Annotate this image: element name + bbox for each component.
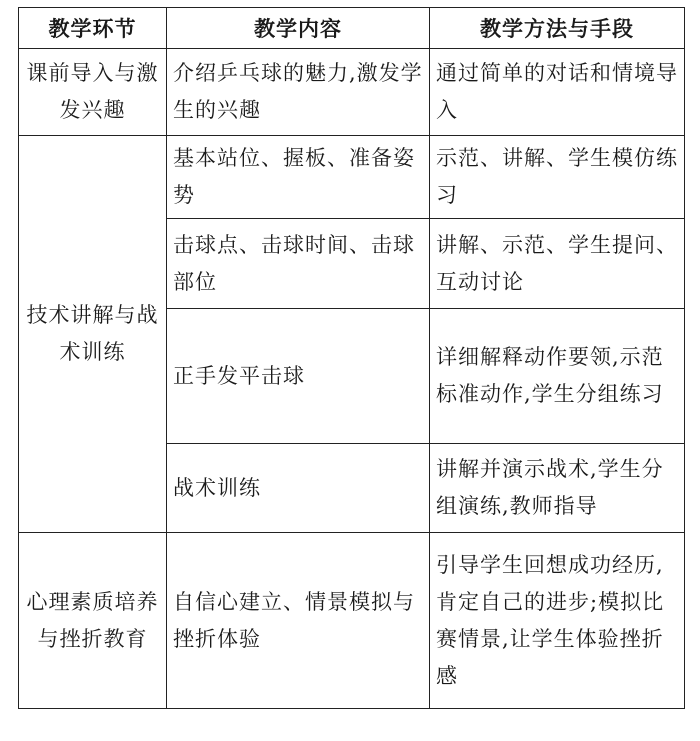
header-content: 教学内容: [167, 8, 430, 49]
method-cell: 讲解并演示战术,学生分组演练,教师指导: [430, 444, 685, 533]
lesson-plan-table: [18, 7, 685, 709]
method-cell: 讲解、示范、学生提问、互动讨论: [430, 219, 685, 309]
method-cell: 引导学生回想成功经历,肯定自己的进步;模拟比赛情景,让学生体验挫折感: [430, 533, 685, 709]
content-cell: 自信心建立、情景模拟与挫折体验: [167, 533, 430, 709]
table-row: [19, 49, 685, 136]
header-method: 教学方法与手段: [430, 8, 685, 49]
header-stage: 教学环节: [19, 8, 167, 49]
method-cell: 通过简单的对话和情境导入: [430, 49, 685, 136]
content-cell: 击球点、击球时间、击球部位: [167, 219, 430, 309]
method-cell: 示范、讲解、学生模仿练习: [430, 136, 685, 219]
method-cell: 详细解释动作要领,示范标准动作,学生分组练习: [430, 309, 685, 444]
stage-cell: 心理素质培养与挫折教育: [19, 533, 167, 709]
header-row: [19, 8, 685, 49]
content-cell: 正手发平击球: [167, 309, 430, 444]
stage-cell: 技术讲解与战术训练: [19, 136, 167, 533]
content-cell: 基本站位、握板、准备姿势: [167, 136, 430, 219]
stage-cell: 课前导入与激发兴趣: [19, 49, 167, 136]
content-cell: 战术训练: [167, 444, 430, 533]
content-cell: 介绍乒乓球的魅力,激发学生的兴趣: [167, 49, 430, 136]
table-row: [19, 136, 685, 219]
table-row: [19, 533, 685, 709]
